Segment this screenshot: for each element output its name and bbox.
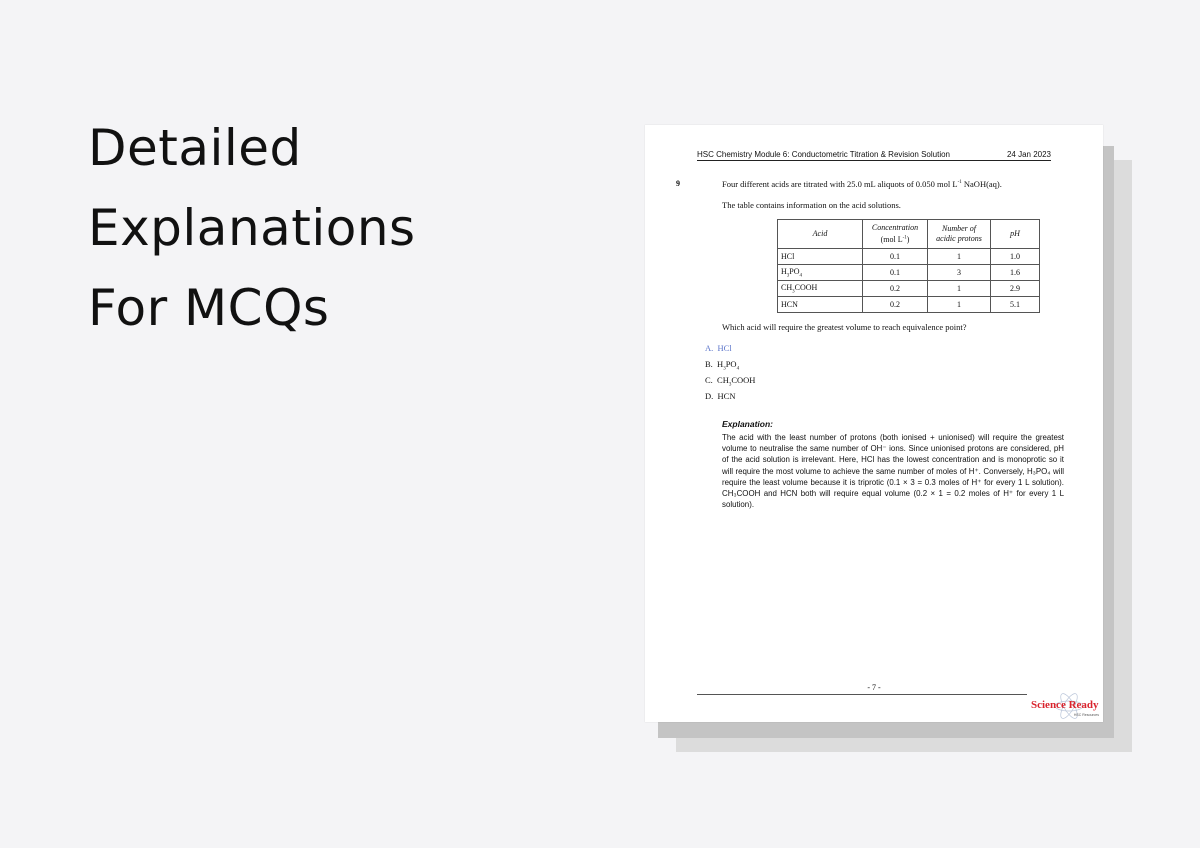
- document-page: [645, 125, 1103, 722]
- option-text: $H_3PO_4$: [717, 359, 740, 372]
- stem-text: Four different acids are titrated with 25.0 mL aliquots of 0.050 mol L: [722, 179, 958, 189]
- cell-protons: 1: [928, 281, 991, 297]
- cell-ph: 5.1: [991, 297, 1040, 313]
- headline-line-3: For MCQs: [88, 279, 330, 337]
- option-text: HCl: [717, 343, 732, 353]
- unit-text: (mol L: [880, 234, 903, 244]
- cell-ph: 1.6: [991, 265, 1040, 281]
- cell-protons: 3: [928, 265, 991, 281]
- option-text: $CH_3COOH$: [717, 375, 756, 388]
- option-a: [705, 343, 755, 359]
- cell-protons: 1: [928, 297, 991, 313]
- unit-close: ): [906, 234, 910, 244]
- science-ready-logo: [1025, 693, 1103, 721]
- headline-line-1: Detailed: [88, 119, 302, 177]
- col-concentration-unit: [881, 235, 910, 244]
- unit-exponent: -1: [902, 235, 907, 241]
- col-concentration-line1: Concentration: [871, 223, 919, 233]
- cell-acid: HCN: [778, 297, 863, 313]
- page-number: - 7 -: [867, 683, 881, 692]
- col-concentration: [863, 220, 928, 249]
- cell-concentration: 0.1: [863, 249, 928, 265]
- headline-line-2: Explanations: [88, 199, 416, 257]
- question-text: Which acid will require the greatest volume to reach equivalence point?: [722, 322, 967, 332]
- cell-concentration: 0.2: [863, 281, 928, 297]
- explanation-body: The acid with the least number of protons (both ionised + unionised) will require the greatest volume to neutralise the same number of OH⁻ ions. Since unionised protons are considered, pH of the acid solution is irrelevant. Here, HCl has the lowest concentration and is monoprotic so it will require the most volume to achieve the same number of moles of H⁺. Conversely, H₃PO₄ will require the least volume because it is triprotic (0.1 × 3 = 0.3 moles of H⁺ for every 1 L solution). CH₃COOH and HCN both will require equal volume (0.2 × 1 = 0.2 moles of H⁺ for every 1 L solution).: [722, 433, 1064, 510]
- col-acid: Acid: [778, 220, 863, 249]
- table-intro: The table contains information on the acid solutions.: [722, 200, 901, 210]
- acid-table: [777, 219, 1040, 313]
- option-letter: C.: [705, 375, 713, 385]
- option-letter: A.: [705, 343, 714, 353]
- col-protons: [928, 220, 991, 249]
- logo-subtext: HSC Resources: [1073, 713, 1099, 717]
- col-protons-line1: Number of: [942, 224, 976, 233]
- cell-ph: 2.9: [991, 281, 1040, 297]
- option-d: [705, 391, 755, 407]
- answer-options: [705, 343, 755, 407]
- logo-text: Science Ready: [1031, 699, 1099, 711]
- cell-acid: $CH_3COOH$: [778, 281, 863, 297]
- stem-text-end: NaOH(aq).: [961, 179, 1002, 189]
- document-header: [697, 150, 1051, 161]
- option-text: HCN: [717, 391, 736, 401]
- footer-divider: [697, 694, 1027, 695]
- table-row: [778, 281, 1040, 297]
- stem-exponent: -1: [957, 180, 962, 186]
- col-ph: pH: [991, 220, 1040, 249]
- option-c: [705, 375, 755, 391]
- question-stem: [722, 179, 1002, 189]
- cell-concentration: 0.2: [863, 297, 928, 313]
- table-header-row: [778, 220, 1040, 249]
- cell-acid: HCl: [778, 249, 863, 265]
- cell-protons: 1: [928, 249, 991, 265]
- question-number: 9: [676, 179, 680, 188]
- headline: [88, 108, 568, 348]
- cell-concentration: 0.1: [863, 265, 928, 281]
- header-date: 24 Jan 2023: [1006, 150, 1051, 159]
- option-letter: B.: [705, 359, 713, 369]
- option-b: [705, 359, 755, 375]
- table-row: [778, 265, 1040, 281]
- table-row: [778, 297, 1040, 313]
- explanation-title: Explanation:: [722, 419, 774, 429]
- option-letter: D.: [705, 391, 714, 401]
- col-protons-line2: acidic protons: [936, 234, 982, 243]
- cell-acid: $H_3PO_4$: [778, 265, 863, 281]
- header-title: HSC Chemistry Module 6: Conductometric Titration & Revision Solution: [697, 150, 950, 159]
- table-row: [778, 249, 1040, 265]
- cell-ph: 1.0: [991, 249, 1040, 265]
